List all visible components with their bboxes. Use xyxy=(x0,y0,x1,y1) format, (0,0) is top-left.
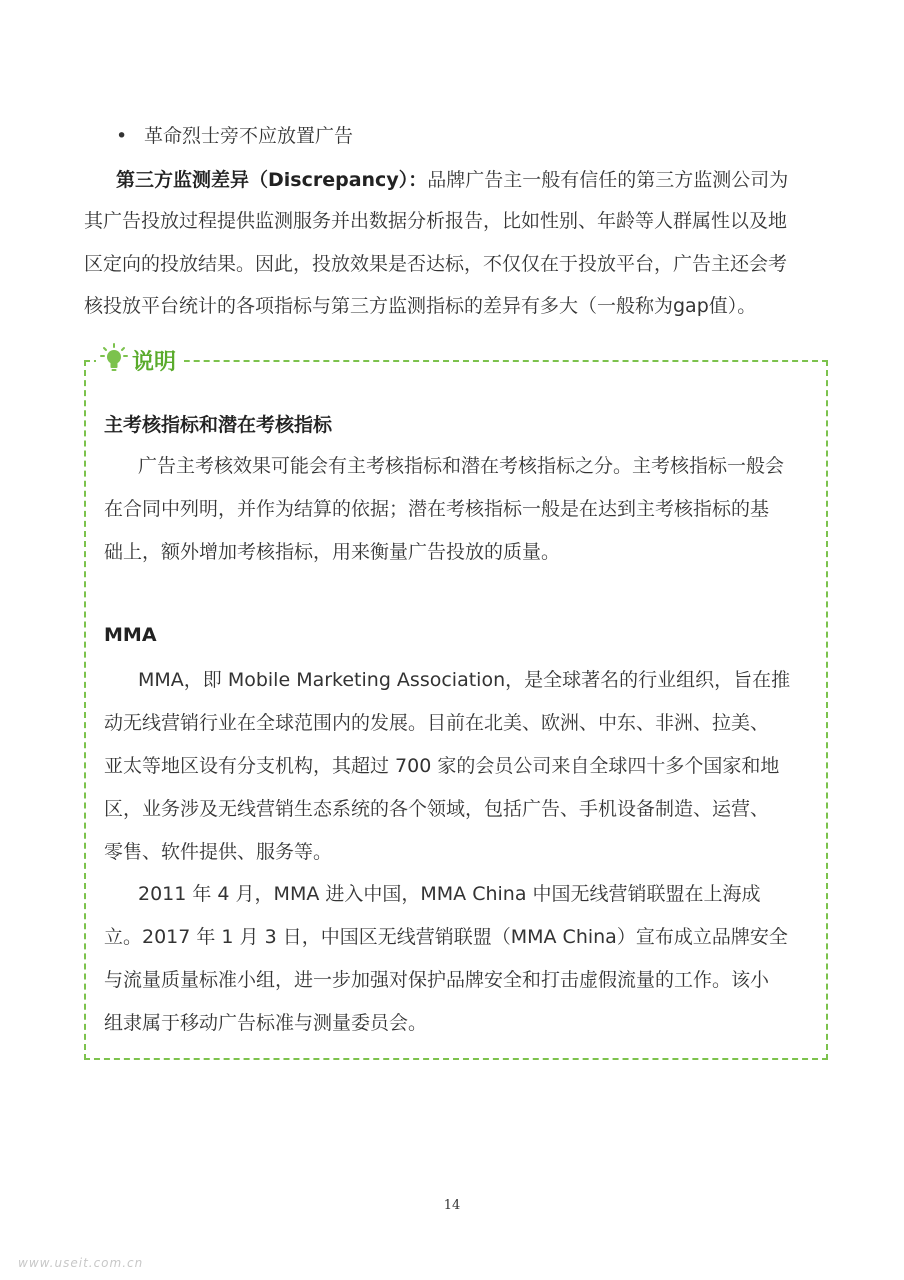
section2-line: 区，业务涉及无线营销生态系统的各个领域，包括广告、手机设备制造、运营、 xyxy=(104,798,770,820)
discrepancy-term: 第三方监测差异（Discrepancy）： xyxy=(116,169,428,191)
section2-line: 亚太等地区设有分支机构，其超过 700 家的会员公司来自全球四十多个国家和地 xyxy=(104,755,780,777)
section-heading: MMA xyxy=(104,624,157,646)
discrepancy-line: 品牌广告主一般有信任的第三方监测公司为 xyxy=(427,169,789,191)
section2-line: 组隶属于移动广告标准与测量委员会。 xyxy=(104,1012,428,1034)
section2-line: MMA，即 Mobile Marketing Association，是全球著名的行业组织，旨在推 xyxy=(138,669,791,691)
note-header xyxy=(96,342,184,378)
section-heading: 主考核指标和潜在考核指标 xyxy=(104,414,333,436)
section1-line: 础上，额外增加考核指标，用来衡量广告投放的质量。 xyxy=(104,541,561,563)
discrepancy-line: 区定向的投放结果。因此，投放效果是否达标，不仅仅在于投放平台，广告主还会考 xyxy=(84,253,788,275)
section2-line: 与流量质量标准小组，进一步加强对保护品牌安全和打击虚假流量的工作。该小 xyxy=(104,969,770,991)
section2-line: 零售、软件提供、服务等。 xyxy=(104,841,333,863)
note-title: 说明 xyxy=(132,349,177,375)
page-number: 14 xyxy=(443,1198,461,1213)
discrepancy-line: 核投放平台统计的各项指标与第三方监测指标的差异有多大（一般称为gap值）。 xyxy=(84,295,757,317)
bullet-item xyxy=(116,122,353,150)
section2-line: 动无线营销行业在全球范围内的发展。目前在北美、欧洲、中东、非洲、拉美、 xyxy=(104,712,770,734)
discrepancy-line: 其广告投放过程提供监测服务并出数据分析报告，比如性别、年龄等人群属性以及地 xyxy=(84,210,788,232)
bullet-text: 革命烈士旁不应放置广告 xyxy=(144,125,354,147)
section1-line: 在合同中列明，并作为结算的依据；潜在考核指标一般是在达到主考核指标的基 xyxy=(104,498,770,520)
section2-line: 2011 年 4 月，MMA 进入中国，MMA China 中国无线营销联盟在上海成 xyxy=(138,883,761,905)
watermark: www.useit.com.cn xyxy=(18,1256,144,1270)
section2-line: 立。2017 年 1 月 3 日，中国区无线营销联盟（MMA China）宣布成立品牌安全 xyxy=(104,926,788,948)
discrepancy-first-line xyxy=(116,166,788,194)
lightbulb-icon xyxy=(100,343,128,377)
section1-line: 广告主考核效果可能会有主考核指标和潜在考核指标之分。主考核指标一般会 xyxy=(138,455,785,477)
bullet-symbol: • xyxy=(116,125,128,147)
